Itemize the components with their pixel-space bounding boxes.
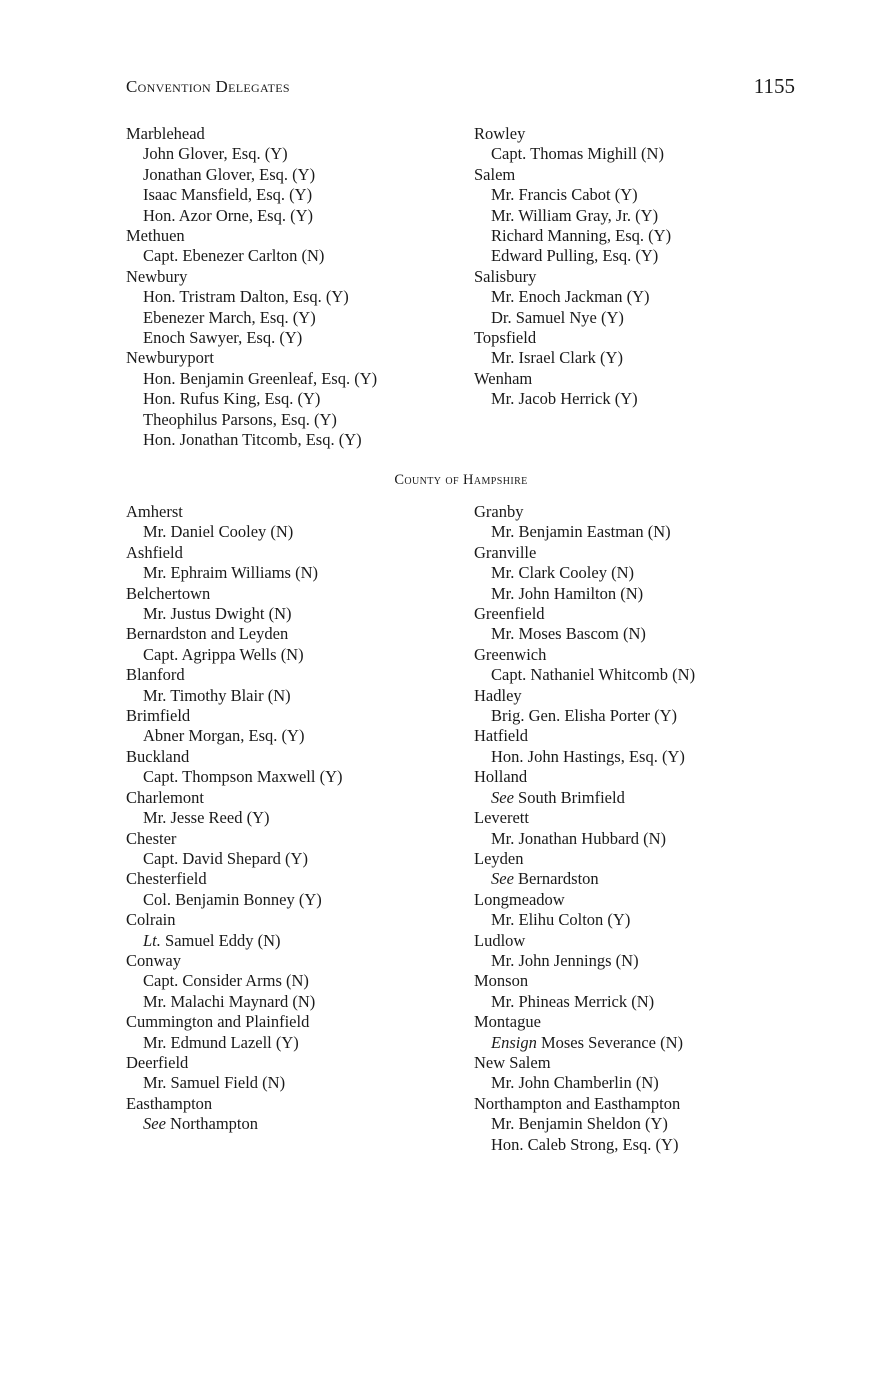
town-name: Wenham (474, 368, 533, 388)
town-name: Conway (126, 950, 181, 970)
delegate-name: John Glover, Esq. (Y) (143, 144, 288, 164)
delegate-entry (126, 604, 343, 624)
delegate-name: Capt. Agrippa Wells (N) (143, 644, 304, 664)
delegate-entry (126, 246, 377, 266)
delegate-name: Capt. Nathaniel Whitcomb (N) (491, 665, 696, 685)
delegate-entry (126, 767, 343, 787)
delegate-name: Mr. John Jennings (N) (491, 950, 639, 970)
town-name: Longmeadow (474, 889, 565, 909)
delegate-entry (474, 992, 695, 1012)
delegate-entry (126, 1073, 343, 1093)
town-name: Topsfield (474, 328, 537, 348)
delegate-name: Capt. Thomas Mighill (N) (491, 144, 664, 164)
delegate-name: Mr. Samuel Field (N) (143, 1073, 286, 1093)
town-name: Leverett (474, 808, 529, 828)
delegate-name: Hon. John Hastings, Esq. (Y) (491, 746, 685, 766)
delegate-name: Mr. Jonathan Hubbard (N) (491, 828, 667, 848)
town-name: Rowley (474, 124, 526, 143)
delegate-entry (126, 165, 377, 185)
delegate-entry (474, 1135, 695, 1155)
delegate-entry (474, 348, 671, 368)
delegate-entry (474, 706, 695, 726)
delegate-name: Mr. Jesse Reed (Y) (143, 808, 270, 828)
delegate-entry (474, 747, 695, 767)
delegate-prefix: Lt. (143, 930, 161, 950)
essex-left-column (126, 124, 377, 451)
delegate-prefix: See (143, 1114, 166, 1134)
delegate-entry (474, 910, 695, 930)
delegate-entry (126, 287, 377, 307)
delegate-name: Capt. David Shepard (Y) (143, 848, 308, 868)
delegate-name: Hon. Tristram Dalton, Esq. (Y) (143, 287, 349, 307)
delegate-prefix: See (491, 787, 514, 807)
delegate-name: Jonathan Glover, Esq. (Y) (143, 164, 316, 184)
delegate-name: Capt. Ebenezer Carlton (N) (143, 246, 325, 266)
town-name: Granby (474, 502, 524, 521)
delegate-entry (126, 410, 377, 430)
delegate-entry (126, 849, 343, 869)
delegate-entry (474, 185, 671, 205)
delegate-name: Mr. Ephraim Williams (N) (143, 563, 319, 583)
delegate-name: Col. Benjamin Bonney (Y) (143, 889, 322, 909)
delegate-name: Brig. Gen. Elisha Porter (Y) (491, 706, 678, 726)
delegate-name: Hon. Benjamin Greenleaf, Esq. (Y) (143, 368, 378, 388)
delegate-entry (126, 645, 343, 665)
town-name: Buckland (126, 746, 190, 766)
town-name: New Salem (474, 1052, 551, 1072)
delegate-name: Mr. Timothy Blair (N) (143, 685, 291, 705)
town-name: Holland (474, 767, 528, 787)
delegate-name: Mr. Moses Bascom (N) (491, 624, 646, 644)
delegate-name: Isaac Mansfield, Esq. (Y) (143, 185, 313, 205)
delegate-entry (474, 584, 695, 604)
delegate-name: Ebenezer March, Esq. (Y) (143, 307, 316, 327)
delegate-name: Mr. Clark Cooley (N) (491, 563, 634, 583)
town-name: Bernardston and Leyden (126, 624, 289, 644)
delegate-name: Mr. Israel Clark (Y) (491, 348, 623, 368)
town-name: Charlemont (126, 787, 204, 807)
delegate-entry (126, 563, 343, 583)
delegate-entry (126, 686, 343, 706)
delegate-entry (126, 808, 343, 828)
delegate-entry (474, 389, 671, 409)
delegate-entry (126, 185, 377, 205)
town-name: Montague (474, 1012, 541, 1032)
delegate-name: Mr. Elihu Colton (Y) (491, 910, 631, 930)
delegate-entry (126, 430, 377, 450)
delegate-entry (474, 665, 695, 685)
delegate-name: Mr. Francis Cabot (Y) (491, 185, 638, 205)
delegate-entry (126, 144, 377, 164)
town-name: Granville (474, 542, 537, 562)
delegate-name: Capt. Consider Arms (N) (143, 971, 309, 991)
delegate-name: Hon. Caleb Strong, Esq. (Y) (491, 1134, 679, 1154)
delegate-name: Mr. Malachi Maynard (N) (143, 991, 316, 1011)
town-name: Leyden (474, 848, 524, 868)
delegate-entry (474, 206, 671, 226)
delegate-entry (474, 624, 695, 644)
page-header (126, 74, 795, 100)
town-name: Amherst (126, 502, 183, 521)
town-name: Colrain (126, 910, 176, 930)
town-name: Newbury (126, 266, 188, 286)
delegate-prefix: See (491, 869, 514, 889)
town-name: Newburyport (126, 348, 214, 368)
delegate-entry (474, 246, 671, 266)
town-name: Ludlow (474, 930, 526, 950)
delegate-entry (126, 206, 377, 226)
delegate-entry (474, 869, 695, 889)
delegate-entry (126, 369, 377, 389)
town-name: Northampton and Easthampton (474, 1093, 681, 1113)
delegate-name: Theophilus Parsons, Esq. (Y) (143, 409, 337, 429)
delegate-entry (126, 522, 343, 542)
delegate-name: Mr. Benjamin Eastman (N) (491, 522, 671, 542)
delegate-name: Mr. Phineas Merrick (N) (491, 991, 655, 1011)
delegate-entry (126, 931, 343, 951)
town-name: Monson (474, 971, 529, 991)
delegate-entry (474, 1114, 695, 1134)
delegate-name: Mr. Jacob Herrick (Y) (491, 389, 638, 409)
delegate-name: Bernardston (513, 869, 599, 889)
delegate-entry (474, 1033, 695, 1053)
county-heading: County of Hampshire (394, 472, 528, 488)
delegate-name: Edward Pulling, Esq. (Y) (491, 246, 659, 266)
delegate-entry (126, 890, 343, 910)
delegate-entry (126, 971, 343, 991)
essex-right-column (474, 124, 671, 410)
delegate-name: Mr. Daniel Cooley (N) (143, 522, 294, 542)
delegate-entry (474, 829, 695, 849)
delegate-entry (474, 308, 671, 328)
delegate-name: Hon. Azor Orne, Esq. (Y) (143, 205, 314, 225)
delegate-name: Abner Morgan, Esq. (Y) (143, 726, 305, 746)
delegate-name: Richard Manning, Esq. (Y) (491, 226, 672, 246)
delegate-name: Dr. Samuel Nye (Y) (491, 307, 624, 327)
town-name: Marblehead (126, 124, 205, 143)
hampshire-right-column (474, 502, 695, 1155)
town-name: Blanford (126, 665, 185, 685)
delegate-name: Northampton (165, 1114, 259, 1134)
town-name: Salisbury (474, 266, 537, 286)
delegate-entry (126, 308, 377, 328)
town-name: Deerfield (126, 1052, 189, 1072)
delegate-name: Mr. Justus Dwight (N) (143, 604, 292, 624)
delegate-name: Hon. Jonathan Titcomb, Esq. (Y) (143, 430, 362, 450)
town-name: Greenwich (474, 644, 547, 664)
delegate-entry (474, 287, 671, 307)
delegate-name: Mr. John Chamberlin (N) (491, 1073, 659, 1093)
delegate-entry (474, 951, 695, 971)
town-name: Chester (126, 828, 177, 848)
delegate-entry (474, 788, 695, 808)
delegate-name: Moses Severance (N) (536, 1032, 683, 1052)
delegate-entry (474, 563, 695, 583)
delegate-entry (126, 389, 377, 409)
delegate-name: Enoch Sawyer, Esq. (Y) (143, 328, 303, 348)
running-head: Convention Delegates (126, 77, 290, 96)
delegate-name: Mr. John Hamilton (N) (491, 583, 644, 603)
town-name: Cummington and Plainfield (126, 1012, 310, 1032)
delegate-name: Mr. Enoch Jackman (Y) (491, 287, 650, 307)
town-name: Chesterfield (126, 869, 207, 889)
delegate-name: Mr. Benjamin Sheldon (Y) (491, 1114, 668, 1134)
town-name: Hatfield (474, 726, 529, 746)
delegate-entry (474, 1073, 695, 1093)
delegate-entry (126, 328, 377, 348)
town-name: Methuen (126, 226, 185, 246)
delegate-prefix: Ensign (491, 1032, 537, 1052)
town-name: Brimfield (126, 706, 191, 726)
delegate-name: Hon. Rufus King, Esq. (Y) (143, 389, 321, 409)
delegate-name: Mr. William Gray, Jr. (Y) (491, 205, 659, 225)
delegate-name: Samuel Eddy (N) (160, 930, 281, 950)
delegate-entry (474, 144, 671, 164)
town-name: Hadley (474, 685, 522, 705)
town-name: Ashfield (126, 542, 183, 562)
page-number: 1155 (753, 74, 795, 98)
town-name: Salem (474, 164, 516, 184)
delegate-entry (126, 726, 343, 746)
delegate-entry (126, 1114, 343, 1134)
delegate-name: Capt. Thompson Maxwell (Y) (143, 767, 343, 787)
hampshire-left-column (126, 502, 343, 1135)
delegate-entry (474, 226, 671, 246)
delegate-entry (126, 1033, 343, 1053)
delegate-name: Mr. Edmund Lazell (Y) (143, 1032, 299, 1052)
delegate-entry (474, 522, 695, 542)
delegate-name: South Brimfield (513, 787, 625, 807)
town-name: Greenfield (474, 604, 545, 624)
town-name: Easthampton (126, 1093, 213, 1113)
delegate-entry (126, 992, 343, 1012)
town-name: Belchertown (126, 583, 211, 603)
